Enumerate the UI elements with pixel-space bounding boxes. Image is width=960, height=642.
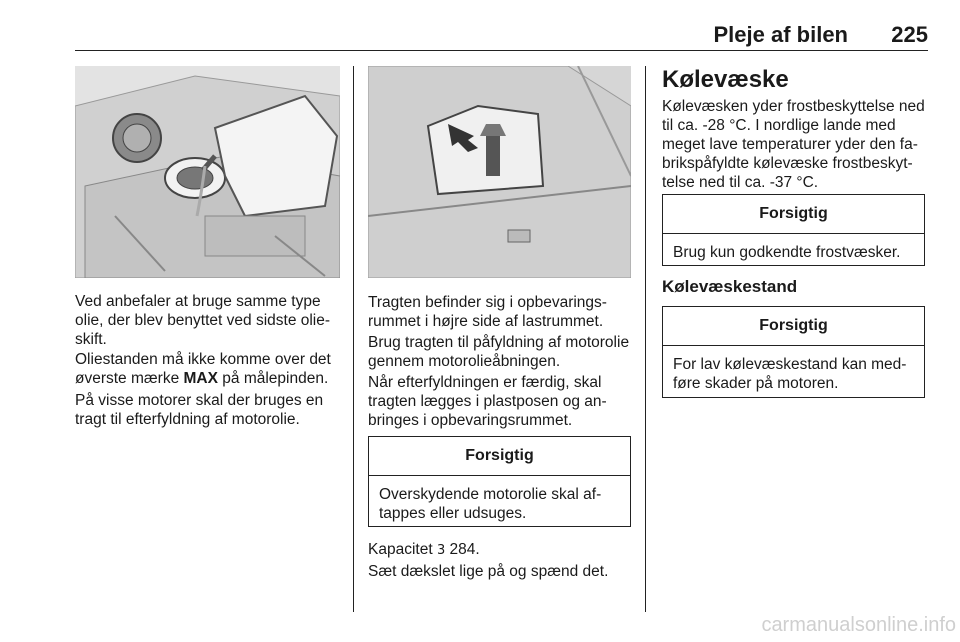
section-heading-coolant: Kølevæske — [662, 66, 789, 93]
caution-text: Overskydende motorolie skal aftappes eller udsuges. — [379, 486, 602, 522]
capacity-page-reference: 284. — [445, 541, 480, 558]
col1-paragraph-2-text-a: Oliestanden må ikke komme over det øverste mærke — [75, 351, 331, 387]
header-rule — [75, 50, 928, 51]
col2-paragraph-3: Når efterfyldningen er færdig, skal tragten lægges i plastposen og anbringes i opbevaringsrummet. — [368, 374, 607, 429]
page-reference-arrow-icon: 3 — [436, 543, 446, 558]
caution-box-coolant-level — [662, 306, 925, 398]
page-header-title: Pleje af bilen — [713, 22, 848, 47]
page-number: 225 — [891, 22, 928, 47]
col2-paragraph-4 — [368, 540, 630, 560]
caution-box-antifreeze — [662, 194, 925, 266]
col1-paragraph-2 — [75, 350, 345, 388]
caution-title: Forsigtig — [663, 195, 924, 234]
subheading-coolant-level: Kølevæskestand — [662, 277, 798, 296]
funnel-storage-illustration — [368, 66, 631, 278]
engine-oil-illustration — [75, 66, 340, 278]
col2-paragraph-2: Brug tragten til påfyldning af motorolie gennem motorolieåbningen. — [368, 334, 630, 370]
col3-paragraph-1: Kølevæsken yder frostbeskyttelse ned til ca. -28 °C. I nordlige lande med meget lave temperaturer yder den fabrikspåfyldte kølevæske frostbeskyttelse ned til ca. -37 °C. — [662, 98, 925, 191]
column-divider-right — [645, 66, 646, 612]
col1-paragraph-2-text-b: på målepinden. — [217, 370, 329, 387]
max-mark-label: MAX — [183, 370, 218, 387]
col2-paragraph-1: Tragten befinder sig i opbevaringsrummet i højre side af lastrummet. — [368, 294, 607, 330]
caution-title: Forsigtig — [663, 307, 924, 346]
caution-text: For lav kølevæskestand kan medføre skader på motoren. — [673, 356, 907, 392]
caution-title: Forsigtig — [369, 437, 630, 476]
caution-box-oil — [368, 436, 631, 527]
caution-text: Brug kun godkendte frostvæsker. — [673, 244, 901, 261]
col2-paragraph-5: Sæt dækslet lige på og spænd det. — [368, 563, 609, 580]
col1-paragraph-1: Ved anbefaler at bruge samme type olie, der blev benyttet ved sidste olieskift. — [75, 293, 331, 348]
capacity-label: Kapacitet — [368, 541, 437, 558]
col1-paragraph-3: På visse motorer skal der bruges en tragt til efterfyldning af motorolie. — [75, 392, 324, 428]
site-watermark: carmanualsonline.info — [761, 614, 956, 636]
column-divider-left — [353, 66, 354, 612]
